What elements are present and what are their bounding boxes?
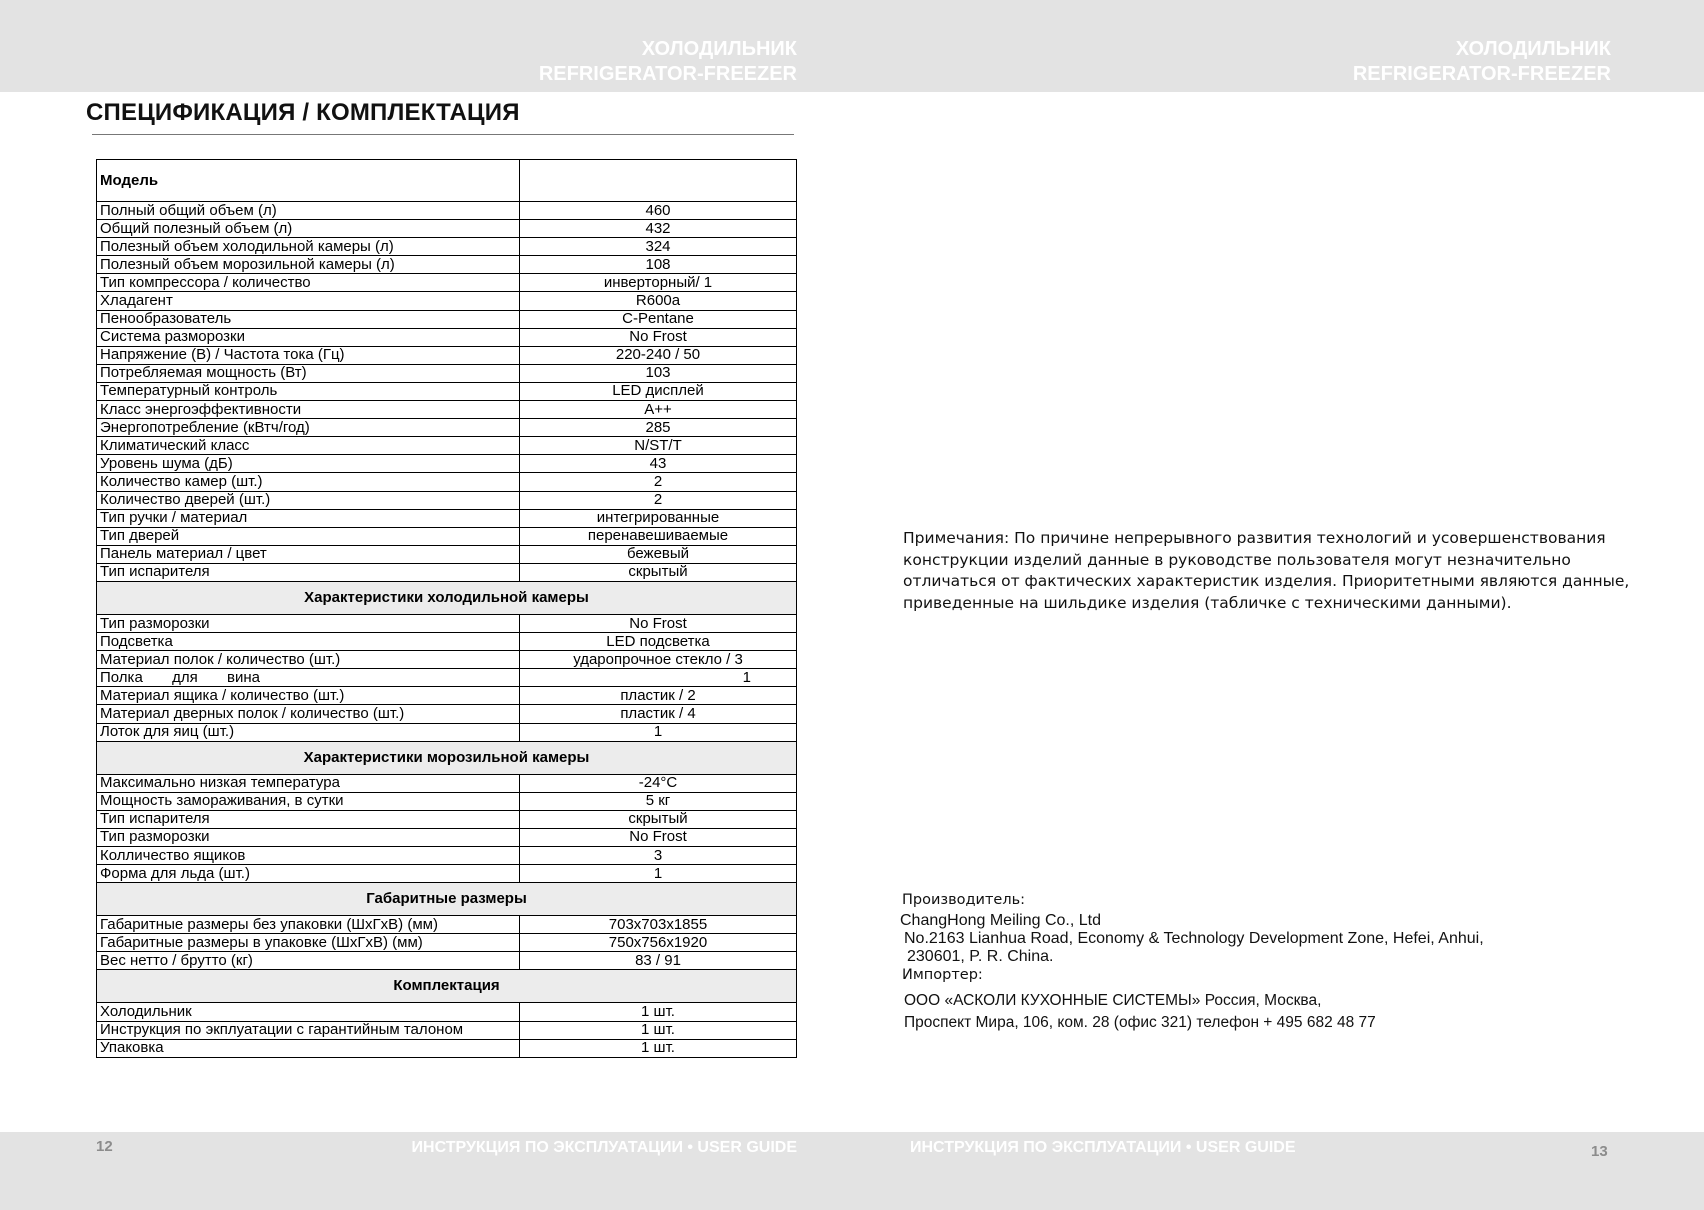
spec-label: Материал дверных полок / количество (шт.) [97, 705, 520, 723]
fridge-section-title: Характеристики холодильной камеры [97, 581, 797, 614]
spec-row [97, 274, 797, 292]
spec-value: 285 [520, 419, 797, 437]
header-right [1353, 37, 1611, 87]
spec-row [97, 202, 797, 220]
spec-row [97, 934, 797, 952]
footer-band [0, 1132, 1704, 1210]
spec-value: 3 [520, 847, 797, 865]
spec-value: R600a [520, 292, 797, 310]
spec-value: 108 [520, 256, 797, 274]
spec-row [97, 1003, 797, 1021]
spec-label: Количество камер (шт.) [97, 473, 520, 491]
spec-value: LED дисплей [520, 382, 797, 400]
spec-value: 103 [520, 364, 797, 382]
footer-guide-right: ИНСТРУКЦИЯ ПО ЭКСПЛУАТАЦИИ • USER GUIDE [910, 1139, 1296, 1156]
header-title-en: REFRIGERATOR-FREEZER [538, 63, 797, 85]
wine-shelf-value: 1 [742, 668, 751, 686]
spec-row [97, 563, 797, 581]
spec-row [97, 346, 797, 364]
spec-label: Пенообразователь [97, 310, 520, 328]
dims-section-title: Габаритные размеры [97, 883, 797, 916]
spec-label: Материал ящика / количество (шт.) [97, 687, 520, 705]
section-title: СПЕЦИФИКАЦИЯ / КОМПЛЕКТАЦИЯ [86, 99, 520, 126]
spec-row [97, 419, 797, 437]
spec-value: перенавешиваемые [520, 527, 797, 545]
spec-value: 2 [520, 491, 797, 509]
spec-label: Габаритные размеры в упаковке (ШхГхВ) (мм) [97, 934, 520, 952]
spec-label: Полный общий объем (л) [97, 202, 520, 220]
spec-label: Тип разморозки [97, 828, 520, 846]
spec-label: Энергопотребление (кВтч/год) [97, 419, 520, 437]
spec-label: Климатический класс [97, 437, 520, 455]
spec-value: 83 / 91 [520, 952, 797, 970]
spec-row [97, 491, 797, 509]
spec-label: Тип испарителя [97, 810, 520, 828]
spec-row [97, 527, 797, 545]
spec-value: 2 [520, 473, 797, 491]
spec-label: Мощность замораживания, в сутки [97, 792, 520, 810]
spec-row-wine-shelf [97, 669, 797, 687]
spec-value: 1 шт. [520, 1039, 797, 1057]
spec-label: Габаритные размеры без упаковки (ШхГхВ) (мм) [97, 916, 520, 934]
importer-label: Импортер: [902, 967, 983, 983]
spec-value: N/ST/T [520, 437, 797, 455]
wine-shelf-word: Полка [100, 668, 143, 686]
spec-row [97, 705, 797, 723]
spec-value: 1 шт. [520, 1021, 797, 1039]
page-number-left: 12 [96, 1138, 113, 1155]
spec-value: No Frost [520, 614, 797, 632]
spec-value: LED подсветка [520, 633, 797, 651]
spec-row [97, 1021, 797, 1039]
model-row [97, 160, 797, 202]
spec-row [97, 292, 797, 310]
spec-label [97, 669, 520, 687]
spec-label: Тип компрессора / количество [97, 274, 520, 292]
spec-label: Упаковка [97, 1039, 520, 1057]
spec-value: ударопрочное стекло / 3 [520, 651, 797, 669]
dims-section-title-row [97, 883, 797, 916]
spec-row [97, 1039, 797, 1057]
spec-value: 1 [520, 865, 797, 883]
header-title-ru: ХОЛОДИЛЬНИК [1455, 38, 1611, 60]
spec-label: Тип дверей [97, 527, 520, 545]
spec-row [97, 614, 797, 632]
spec-label: Максимально низкая температура [97, 774, 520, 792]
spec-value: 43 [520, 455, 797, 473]
spec-row [97, 473, 797, 491]
spec-table [96, 159, 797, 1058]
wine-shelf-word: для [172, 668, 198, 686]
spec-label: Система разморозки [97, 328, 520, 346]
wine-shelf-label [100, 670, 260, 686]
spec-label: Общий полезный объем (л) [97, 220, 520, 238]
spec-value: скрытый [520, 810, 797, 828]
manufacturer-address-2: 230601, P. R. China. [907, 948, 1054, 965]
page-number-right: 13 [1591, 1143, 1608, 1160]
spec-label: Инструкция по экплуатации с гарантийным талоном [97, 1021, 520, 1039]
spec-row [97, 310, 797, 328]
title-divider [92, 134, 794, 135]
model-label: Модель [97, 160, 520, 202]
spec-row [97, 687, 797, 705]
spec-label: Напряжение (В) / Частота тока (Гц) [97, 346, 520, 364]
spec-label: Лоток для яиц (шт.) [97, 723, 520, 741]
spec-row [97, 328, 797, 346]
spec-label: Тип испарителя [97, 563, 520, 581]
manufacturer-address-1: No.2163 Lianhua Road, Economy & Technology Development Zone, Hefei, Anhui, [904, 930, 1484, 947]
spec-value: 1 шт. [520, 1003, 797, 1021]
spec-label: Материал полок / количество (шт.) [97, 651, 520, 669]
spec-row [97, 545, 797, 563]
spec-row [97, 810, 797, 828]
spec-value: скрытый [520, 563, 797, 581]
spec-row [97, 952, 797, 970]
spec-label: Форма для льда (шт.) [97, 865, 520, 883]
spec-row [97, 455, 797, 473]
spec-value: 750x756x1920 [520, 934, 797, 952]
spec-value: No Frost [520, 328, 797, 346]
spec-row [97, 238, 797, 256]
notes: Примечания: По причине непрерывного развития технологий и усовершенствования конструкции изделий данные в руководстве пользователя могут незначительно отличаться от фактических характеристик изделия. Приоритетными являются данные, приведенные на шильдике изделия (табличке с техническими данными). [903, 529, 1630, 612]
spec-label: Тип разморозки [97, 614, 520, 632]
spec-label: Панель материал / цвет [97, 545, 520, 563]
freezer-section-title-row [97, 741, 797, 774]
spec-row [97, 651, 797, 669]
spec-label: Класс энергоэффективности [97, 401, 520, 419]
spec-row [97, 509, 797, 527]
spec-value: C-Pentane [520, 310, 797, 328]
spec-value: 220-240 / 50 [520, 346, 797, 364]
spec-label: Холодильник [97, 1003, 520, 1021]
spec-value: 324 [520, 238, 797, 256]
spec-label: Тип ручки / материал [97, 509, 520, 527]
spec-label: Вес нетто / брутто (кг) [97, 952, 520, 970]
spec-label: Уровень шума (дБ) [97, 455, 520, 473]
spec-value: пластик / 2 [520, 687, 797, 705]
spec-value: 5 кг [520, 792, 797, 810]
header-left [539, 37, 797, 87]
spec-row [97, 382, 797, 400]
spec-label: Колличество ящиков [97, 847, 520, 865]
spec-value: 432 [520, 220, 797, 238]
freezer-section-title: Характеристики морозильной камеры [97, 741, 797, 774]
spec-value: пластик / 4 [520, 705, 797, 723]
model-value [520, 160, 797, 202]
spec-row [97, 828, 797, 846]
spec-value: инверторный/ 1 [520, 274, 797, 292]
spec-row [97, 847, 797, 865]
spec-value: A++ [520, 401, 797, 419]
spec-value [520, 669, 797, 687]
spec-row [97, 916, 797, 934]
header-title-ru: ХОЛОДИЛЬНИК [641, 38, 797, 60]
spec-row [97, 865, 797, 883]
spec-value: 460 [520, 202, 797, 220]
spec-label: Температурный контроль [97, 382, 520, 400]
spec-label: Полезный объем морозильной камеры (л) [97, 256, 520, 274]
header-title-en: REFRIGERATOR-FREEZER [1352, 63, 1611, 85]
spec-row [97, 437, 797, 455]
importer-name: ООО «АСКОЛИ КУХОННЫЕ СИСТЕМЫ» Россия, Москва, [904, 992, 1322, 1009]
spec-row [97, 723, 797, 741]
spec-value: интегрированные [520, 509, 797, 527]
spec-row [97, 364, 797, 382]
manufacturer-name: ChangHong Meiling Co., Ltd [900, 912, 1102, 929]
spec-row [97, 792, 797, 810]
spec-value: No Frost [520, 828, 797, 846]
spec-label: Количество дверей (шт.) [97, 491, 520, 509]
spec-value: бежевый [520, 545, 797, 563]
spec-row [97, 220, 797, 238]
footer-guide-left: ИНСТРУКЦИЯ ПО ЭКСПЛУАТАЦИИ • USER GUIDE [411, 1139, 797, 1156]
spec-label: Полезный объем холодильной камеры (л) [97, 238, 520, 256]
spec-row [97, 401, 797, 419]
fridge-section-title-row [97, 581, 797, 614]
spec-label: Подсветка [97, 633, 520, 651]
manufacturer-label: Производитель: [902, 892, 1026, 908]
wine-shelf-word: вина [227, 668, 260, 686]
spec-value: -24°C [520, 774, 797, 792]
spec-row [97, 633, 797, 651]
spec-value: 1 [520, 723, 797, 741]
spec-label: Хладагент [97, 292, 520, 310]
importer-address: Проспект Мира, 106, ком. 28 (офис 321) телефон + 495 682 48 77 [904, 1014, 1376, 1031]
kit-section-title: Комплектация [97, 970, 797, 1003]
spec-value: 703x703x1855 [520, 916, 797, 934]
spec-row [97, 774, 797, 792]
spec-label: Потребляемая мощность (Вт) [97, 364, 520, 382]
spec-row [97, 256, 797, 274]
kit-section-title-row [97, 970, 797, 1003]
